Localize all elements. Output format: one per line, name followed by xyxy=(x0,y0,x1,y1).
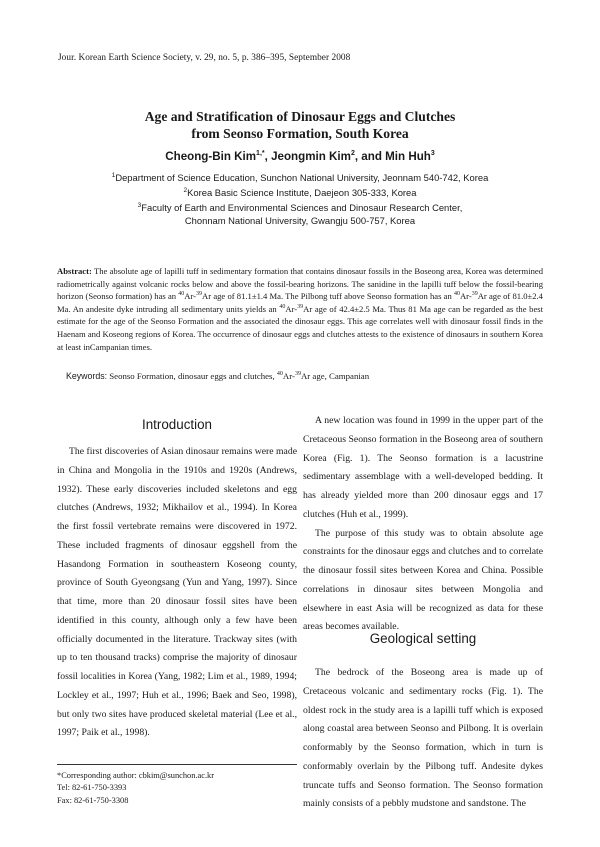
author-separator-1: , xyxy=(264,150,272,163)
affiliation-2 xyxy=(0,185,600,200)
journal-citation: Jour. Korean Earth Science Society, v. 29, no. 5, p. 386–395, September 2008 xyxy=(58,53,351,63)
footnote xyxy=(57,770,214,807)
fax: Fax: 82-61-750-3308 xyxy=(57,795,129,805)
author-2-name: Jeongmin Kim xyxy=(271,150,351,163)
isotope-ar: Ar- xyxy=(282,371,295,381)
paper-title xyxy=(0,108,600,142)
author-3-name: Min Huh xyxy=(385,150,431,163)
affiliation-2-mark: 2 xyxy=(183,186,188,194)
keywords-text-1: Seonso Formation, dinosaur eggs and clutches, xyxy=(107,371,277,381)
isotope-sup: 40 xyxy=(279,303,286,310)
abstract-label: Abstract: xyxy=(57,266,92,276)
author-1-name: Cheong-Bin Kim xyxy=(165,150,257,163)
isotope-ar: Ar- xyxy=(459,291,472,302)
abstract-text-1: The absolute age of lapilli tuff in sedimentary formation that contains dinosaur fossils in the Boseong area, Korea was determined radiometrically against volcanic rocks below and above the fossil-bearing horizons. The sanidine in the lapilli tuff below the fossil-bearing horizon (Seonso formation) has an xyxy=(57,266,543,302)
affiliation-3-text: Faculty of Earth and Environmental Sciences and Dinosaur Research Center, xyxy=(141,201,463,213)
author-1-affil-mark: 1,* xyxy=(256,150,265,158)
geological-setting-heading: Geological setting xyxy=(369,631,477,646)
affiliation-2-text: Korea Basic Science Institute, Daejeon 305-333, Korea xyxy=(187,187,417,199)
isotope-ar: Ar- xyxy=(184,291,197,302)
keywords-label: Keywords: xyxy=(66,371,108,381)
affiliation-1 xyxy=(0,170,600,185)
right-column-intro xyxy=(303,412,543,637)
geological-paragraph: The bedrock of the Boseong area is made up of Cretaceous volcanic and sedimentary rocks (Fig. 1). The oldest rock in the study area is a lapilli tuff which is exposed along coastal area between Seonso and Pilbong. It is overlain conformably by the Seonso formation, which in turn is conformably overlain by the Pilbong tuff. Andesite dykes truncate tuffs and Seonso formation. The Seonso formation mainly consists of a pebbly mudstone and sandstone. The xyxy=(303,667,543,810)
abstract-text-4: Ar age of 42.4±2.5 Ma. Thus 81 Ma age can be regarded as the best estimate for the age of the Seonso Formation and the associated the dinosaur eggs. This age correlates well with dinosaur fossil finds in the Haenam and Koseong regions of Korea. The occurrence of dinosaur eggs and clutches attests to the existence of dinosaurs in southern Korea at least inCampanian times. xyxy=(57,303,543,352)
geological-setting-body xyxy=(303,664,543,814)
introduction-heading: Introduction xyxy=(142,417,212,432)
author-separator-2: , and xyxy=(354,150,386,163)
footnote-divider xyxy=(57,764,297,765)
author-3-affil-mark: 3 xyxy=(430,150,435,158)
affiliation-1-text: Department of Science Education, Sunchon National University, Jeonnam 540-742, Korea xyxy=(115,172,489,184)
title-line-2: from Seonso Formation, South Korea xyxy=(191,126,409,141)
corresponding-author: *Corresponding author: cbkim@sunchon.ac.kr xyxy=(57,771,215,780)
abstract-text-3: Ar age of 81.0±2.4 Ma. An andesite dyke intruding all sedimentary units yields an xyxy=(57,291,543,314)
abstract xyxy=(57,265,543,353)
keywords xyxy=(66,371,546,381)
affiliation-1-mark: 1 xyxy=(111,172,116,179)
isotope-sup: 39 xyxy=(294,371,301,378)
affiliations xyxy=(0,170,600,228)
affiliation-3 xyxy=(0,200,600,215)
isotope-sup: 39 xyxy=(471,291,478,298)
isotope-sup: 39 xyxy=(196,291,203,298)
title-line-1: Age and Stratification of Dinosaur Eggs and Clutches xyxy=(144,109,456,124)
affiliation-3-mark: 3 xyxy=(137,201,142,209)
author-list xyxy=(0,150,600,163)
introduction-body xyxy=(57,443,297,743)
abstract-text-2: Ar age of 81.1±1.4 Ma. The Pilbong tuff above Seonso formation has an xyxy=(202,291,454,302)
telephone: Tel: 82-61-750-3393 xyxy=(57,783,127,793)
isotope-sup: 39 xyxy=(297,303,304,310)
author-2-affil-mark: 2 xyxy=(350,150,355,158)
isotope-sup: 40 xyxy=(453,291,460,298)
affiliation-3-cont: Chonnam National University, Gwangju 500-757, Korea xyxy=(184,214,416,226)
isotope-ar: Ar- xyxy=(285,303,298,314)
intro-paragraph-3: The purpose of this study was to obtain absolute age constraints for the dinosaur eggs and clutches and to correlate the dinosaur fossil sites between Korea and China. Possible correlations in dinosaur sites between Mongolia and elsewhere in east Asia will be recognized as data for these areas becomes available. xyxy=(303,527,543,633)
intro-paragraph-2: A new location was found in 1999 in the upper part of the Cretaceous Seonso formation in the Boseong area of southern Korea (Fig. 1). The Seonso formation is a lacustrine sedimentary assemblage with a well-developed bedding. It has already yielded more than 200 dinosaur eggs and 17 clutches (Huh et al., 1999). xyxy=(303,415,543,520)
isotope-sup: 40 xyxy=(178,291,185,298)
isotope-sup: 40 xyxy=(276,371,283,378)
introduction-paragraph: The first discoveries of Asian dinosaur remains were made in China and Mongolia in the 1910s and 1920s (Andrews, 1932). These early discoveries included skeletons and egg clutches (Andrews, 1932; Mikhailov et al., 1994). In Korea the first fossil vertebrate remains were discovered in 1972. These included fragments of dinosaur eggshell from the Hasandong Formation in southeastern Koseong county, province of South Gyeongsang (Yun and Yang, 1997). Since that time, more than 20 dinosaur fossil sites have been identified in this county, although only a few have been officially documented in the literature. Trackway sites (with up to ten thousand tracks) comprise the majority of dinosaur fossil localities in Korea (Yang, 1982; Lim et al., 1989, 1994; Lockley et al., 1997; Huh et al., 1996; Baek and Seo, 1998), but only two sites have produced skeletal material (Lee et al., 1997; Paik et al., 1998). xyxy=(57,446,297,739)
keywords-text-2: Ar age, Campanian xyxy=(300,371,370,381)
